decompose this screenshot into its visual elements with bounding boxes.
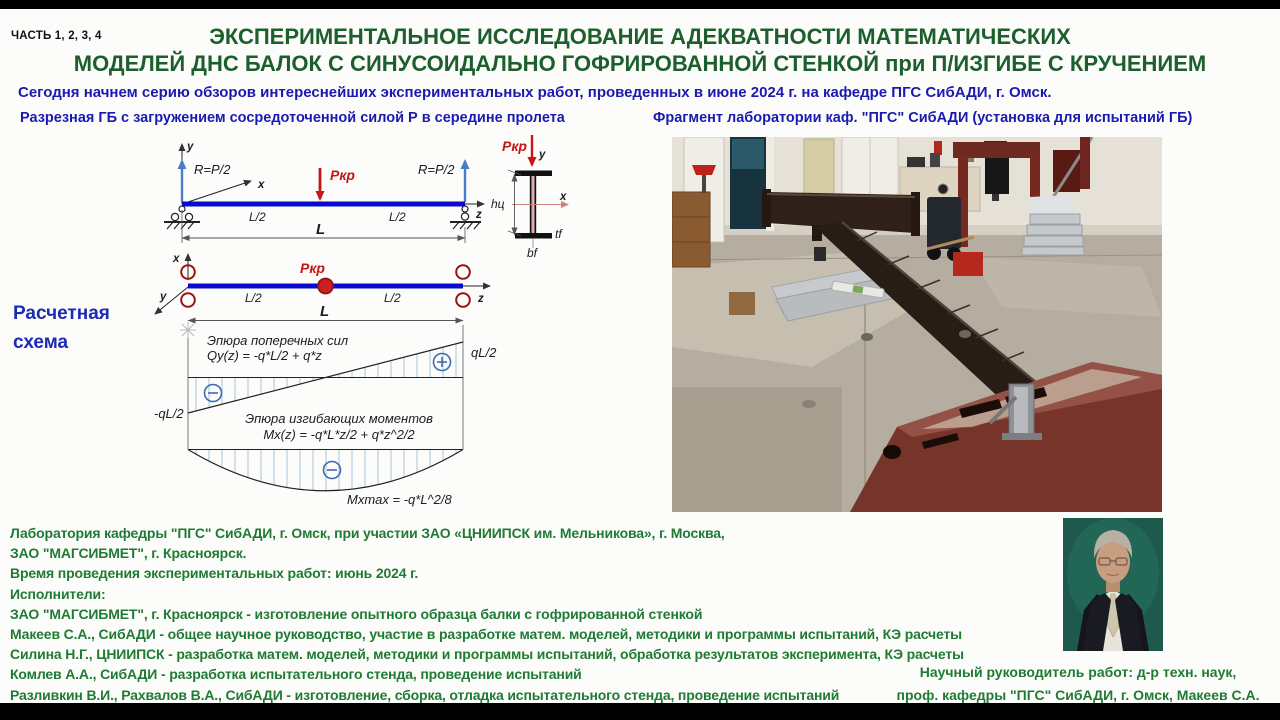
plan-dim-half-left: L/2 bbox=[245, 291, 262, 305]
beam-hole bbox=[883, 445, 901, 459]
credit-line: ЗАО "МАГСИБМЕТ", г. Красноярск. bbox=[10, 545, 247, 562]
credit-line: Время проведения экспериментальных работ: июнь 2024 г. bbox=[10, 565, 419, 582]
supervisor-line1: Научный руководитель работ: д-р техн. наук, bbox=[919, 664, 1237, 680]
plan-axis-x-label: x bbox=[173, 253, 180, 265]
slide-title bbox=[0, 23, 1280, 77]
credits-block bbox=[10, 523, 1020, 705]
moment-max-value: Mxmax = -q*L^2/8 bbox=[347, 492, 452, 507]
shear-neg-value: -qL/2 bbox=[154, 406, 184, 421]
supervisor-caption bbox=[882, 661, 1274, 706]
moment-hatching bbox=[196, 450, 456, 491]
plan-axis-z-label: z bbox=[478, 293, 484, 305]
plan-axis-y-label: y bbox=[160, 291, 167, 303]
letterbox-top-bar bbox=[0, 0, 1280, 9]
section-height-label: hц bbox=[491, 197, 505, 211]
compass-star-mark bbox=[180, 322, 196, 338]
elev-axis-x-label: x bbox=[258, 179, 265, 191]
slab-stack-right bbox=[1022, 214, 1084, 255]
wood-cabinet bbox=[672, 192, 710, 267]
fire-alarm bbox=[934, 141, 942, 155]
dark-red-panel bbox=[1053, 150, 1080, 192]
beam-calculation-diagram bbox=[140, 130, 660, 515]
plan-dim-half-right: L/2 bbox=[384, 291, 401, 305]
credit-line: Лаборатория кафедры "ПГС" СибАДИ, г. Омск, при участии ЗАО «ЦНИИПСК им. Мельникова», г. Москва, bbox=[10, 525, 725, 541]
plan-dim-span: L bbox=[320, 303, 330, 320]
clamp bbox=[814, 247, 826, 261]
plan-load-label: Ркр bbox=[300, 260, 325, 276]
scheme-label-line2: схема bbox=[13, 332, 69, 353]
press-cylinder bbox=[985, 158, 1009, 194]
shear-title: Эпюра поперечных сил bbox=[207, 333, 349, 348]
supervisor-line2: проф. кафедры "ПГС" СибАДИ, г. Омск, Макеев С.А. bbox=[896, 686, 1260, 703]
red-lamp bbox=[692, 165, 716, 175]
credit-line: Разливкин В.И., Рахвалов В.А., СибАДИ - изготовление, сборка, отладка испытательного стенда, проведение испытаний bbox=[10, 686, 840, 703]
title-line-2: МОДЕЛЕЙ ДНС БАЛОК С СИНУСОИДАЛЬНО ГОФРИРОВАННОЙ СТЕНКОЙ при П/ИЗГИБЕ С КРУЧЕНИЕМ bbox=[73, 51, 1207, 76]
elev-axis-y-label: y bbox=[187, 141, 194, 153]
flange-width-label: bf bbox=[527, 246, 538, 260]
pressure-gauge bbox=[938, 184, 948, 194]
cross-section bbox=[491, 135, 568, 260]
right-reaction-label: R=P/2 bbox=[418, 162, 455, 177]
scheme-label-line1: Расчетная bbox=[13, 303, 110, 324]
section-load-label: Ркр bbox=[502, 138, 527, 154]
elevation-scheme bbox=[164, 141, 484, 243]
bending-moment-diagram bbox=[188, 411, 463, 507]
section-axis-x-label: x bbox=[560, 191, 567, 203]
caption-photo: Фрагмент лаборатории каф. "ПГС" СибАДИ (установка для испытаний ГБ) bbox=[653, 110, 1193, 126]
supervisor-portrait bbox=[1063, 518, 1163, 651]
credit-line: Исполнители: bbox=[10, 585, 106, 602]
red-toolbox bbox=[953, 252, 983, 276]
elev-dim-half-left: L/2 bbox=[249, 210, 266, 224]
left-reaction-label: R=P/2 bbox=[194, 162, 231, 177]
elev-dim-span: L bbox=[316, 221, 326, 238]
flange-thickness-label: tf bbox=[555, 227, 562, 241]
part-label: ЧАСТЬ 1, 2, 3, 4 bbox=[11, 30, 102, 42]
elev-axis-z-label: z bbox=[476, 209, 482, 221]
credit-line: Силина Н.Г., ЦНИИПСК - разработка матем. моделей, методики и программы испытаний, обработка результатов эксперимента, КЭ расчеты bbox=[10, 646, 964, 663]
moment-formula: Mx(z) = -q*L*z/2 + q*z^2/2 bbox=[263, 427, 415, 442]
shear-formula: Qy(z) = -q*L/2 + q*z bbox=[207, 348, 322, 363]
title-line-1: ЭКСПЕРИМЕНТАЛЬНОЕ ИССЛЕДОВАНИЕ АДЕКВАТНОСТИ МАТЕМАТИЧЕСКИХ bbox=[209, 24, 1071, 49]
caption-diagram: Разрезная ГБ с загружением сосредоточенной силой Р в середине пролета bbox=[20, 110, 565, 126]
subtitle: Сегодня начнем серию обзоров интереснейших экспериментальных работ, проведенных в июне 2024 г. на кафедре ПГС СибАДИ, г. Омск. bbox=[18, 84, 1052, 101]
section-axis-y-label: y bbox=[539, 149, 546, 161]
scheme-label bbox=[13, 299, 110, 357]
shear-pos-value: qL/2 bbox=[471, 345, 497, 360]
elev-dim-half-right: L/2 bbox=[389, 210, 406, 224]
shear-force-diagram bbox=[154, 333, 497, 421]
moment-title: Эпюра изгибающих моментов bbox=[245, 411, 433, 426]
elev-load-label: Ркр bbox=[330, 167, 355, 183]
credit-line: ЗАО "МАГСИБМЕТ", г. Красноярск - изготовление опытного образца балки с гофрированной стенкой bbox=[10, 605, 703, 622]
credit-line: Макеев С.А., СибАДИ - общее научное руководство, участие в разработке матем. моделей, методики и программы испытаний, КЭ расчеты bbox=[10, 626, 962, 643]
credit-line: Комлев А.А., СибАДИ - разработка испытательного стенда, проведение испытаний bbox=[10, 666, 582, 683]
plan-load-point bbox=[318, 279, 333, 294]
lab-photo bbox=[672, 137, 1162, 512]
